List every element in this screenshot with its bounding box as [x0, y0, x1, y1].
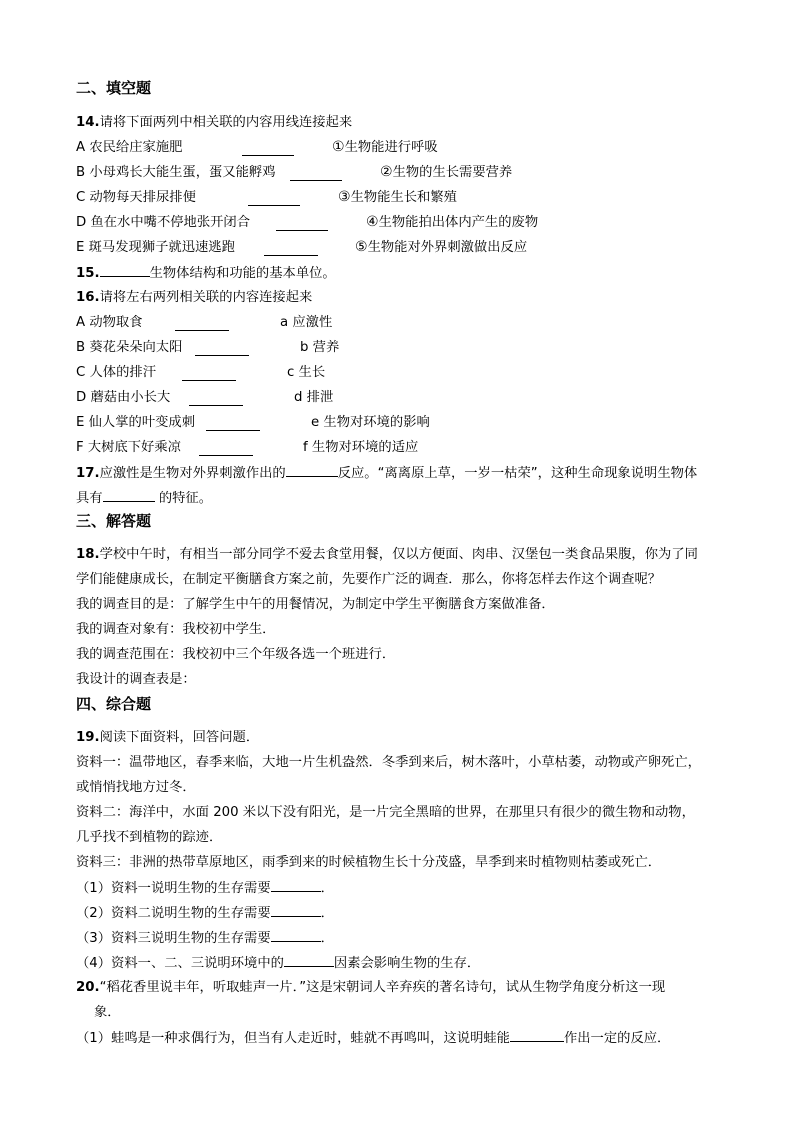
q16-left-item-e: E 仙人掌的叶变成刺 — [76, 415, 196, 430]
q16-right-item-e: e 生物对环境的影响 — [311, 415, 430, 430]
question-18-line-2: 学们能健康成长，在制定平衡膳食方案之前，先要作广泛的调查．那么，你将怎样去作这个调查呢？ — [76, 572, 662, 587]
question-text: （1）蛙鸣是一种求偶行为，但当有人走近时，蛙就不再鸣叫，这说明蛙能 — [76, 1031, 510, 1046]
q14-right-item-5 — [355, 238, 527, 257]
answer-blank[interactable] — [199, 443, 253, 456]
q14-left-item-b: B 小母鸡长大能生蛋，蛋又能孵鸡 — [76, 165, 276, 180]
q16-left-item-f: F 大树底下好乘凉 — [76, 440, 181, 455]
q16-right-item-b: b 营养 — [300, 340, 340, 355]
q14-left-item-e: E 斑马发现狮子就迅速逃跑 — [76, 240, 235, 255]
circled-number: ② — [380, 164, 393, 180]
q14-right-item-3 — [338, 188, 457, 207]
question-text: 作出一定的反应． — [563, 1031, 671, 1046]
q14-left-item-a: A 农民给庄家施肥 — [76, 140, 183, 155]
q16-right-item-d: d 排泄 — [294, 390, 334, 405]
sub-question-2 — [76, 904, 334, 923]
question-number: 15. — [76, 266, 100, 281]
q16-left-item-b: B 葵花朵朵向太阳 — [76, 340, 183, 355]
q14-right-item-1 — [332, 138, 438, 157]
material-2-line-2: 几乎找不到植物的踪迹． — [76, 830, 223, 845]
answer-blank[interactable] — [271, 904, 321, 917]
answer-blank[interactable] — [242, 143, 294, 156]
survey-table-prompt: 我设计的调查表是： — [76, 672, 196, 687]
answer-blank[interactable] — [248, 193, 300, 206]
material-1-line-1: 资料一：温带地区，春季来临，大地一片生机盎然．冬季到来后，树木落叶，小草枯萎，动物或产卵死亡， — [76, 755, 701, 770]
answer-blank[interactable] — [276, 218, 328, 231]
material-3: 资料三：非洲的热带草原地区，雨季到来的时候植物生长十分茂盛，旱季到来时植物则枯萎或死亡． — [76, 855, 662, 870]
section-heading-answer: 三、解答题 — [76, 512, 152, 530]
answer-blank[interactable] — [286, 464, 338, 477]
answer-blank[interactable] — [189, 393, 243, 406]
question-text: （1）资料一说明生物的生存需要 — [76, 881, 271, 896]
question-number: 17. — [76, 466, 100, 481]
question-text: （4）资料一、二、三说明环境中的 — [76, 956, 284, 971]
question-text: 请将左右两列相关联的内容连接起来 — [99, 290, 313, 305]
q14-right-item-2 — [380, 163, 512, 182]
circled-number: ① — [332, 139, 345, 155]
question-text: 阅读下面资料，回答问题． — [99, 730, 260, 745]
circled-number: ⑤ — [355, 239, 368, 255]
question-text: 具有 — [76, 491, 103, 506]
question-text: 因素会影响生物的生存． — [333, 956, 481, 971]
question-text: “稻花香里说丰年，听取蛙声一片．”这是宋朝词人辛弃疾的著名诗句，试从生物学角度分析这一现 — [99, 980, 666, 995]
q14-right-item-4 — [366, 213, 538, 232]
survey-subjects: 我的调查对象有：我校初中学生． — [76, 622, 276, 637]
q16-right-item-a: a 应激性 — [280, 315, 333, 330]
section-heading-fill-in: 二、填空题 — [76, 79, 152, 97]
question-number: 20. — [76, 980, 100, 995]
circled-number: ④ — [366, 214, 379, 230]
q16-left-item-a: A 动物取食 — [76, 315, 143, 330]
question-number: 14. — [76, 115, 100, 130]
question-18-line-1 — [76, 546, 698, 564]
item-text: 生物能进行呼吸 — [344, 140, 438, 155]
answer-blank[interactable] — [271, 879, 321, 892]
section-heading-comprehensive: 四、综合题 — [76, 695, 152, 713]
material-1-line-2: 或悄悄找地方过冬． — [76, 780, 196, 795]
question-number: 19. — [76, 730, 100, 745]
answer-blank[interactable] — [175, 318, 229, 331]
question-text: 应激性是生物对外界刺激作出的 — [99, 466, 286, 481]
question-20-sub-1 — [76, 1029, 670, 1048]
question-text: 请将下面两列中相关联的内容用线连接起来 — [99, 115, 353, 130]
q16-right-item-f: f 生物对环境的适应 — [303, 440, 419, 455]
item-text: 生物的生长需要营养 — [392, 165, 513, 180]
question-text: （3）资料三说明生物的生存需要 — [76, 931, 271, 946]
question-14-stem — [76, 114, 352, 132]
item-text: 生物能生长和繁殖 — [350, 190, 457, 205]
question-text: ． — [320, 881, 334, 896]
answer-blank[interactable] — [284, 954, 334, 967]
question-text: ． — [320, 906, 334, 921]
question-15 — [76, 264, 336, 283]
answer-blank[interactable] — [195, 343, 249, 356]
question-17-line-1 — [76, 464, 697, 483]
q16-left-item-c: C 人体的排汗 — [76, 365, 156, 380]
material-2-line-1: 资料二：海洋中，水面 200 米以下没有阳光，是一片完全黑暗的世界，在那里只有很少的微生物和动物， — [76, 805, 695, 820]
circled-number: ③ — [338, 189, 351, 205]
item-text: 生物能拍出体内产生的废物 — [378, 215, 539, 230]
question-text: 反应。“离离原上草，一岁一枯荣”，这种生命现象说明生物体 — [337, 466, 698, 481]
answer-blank[interactable] — [510, 1029, 564, 1042]
question-text: 学校中午时，有相当一部分同学不爱去食堂用餐，仅以方便面、肉串、汉堡包一类食品果腹，你为了同 — [99, 547, 698, 562]
sub-question-4 — [76, 954, 480, 973]
question-17-line-2 — [76, 489, 212, 508]
answer-blank[interactable] — [264, 243, 318, 256]
question-text: ． — [320, 931, 334, 946]
question-19-stem — [76, 729, 259, 747]
q16-right-item-c: c 生长 — [287, 365, 326, 380]
question-20-line-2: 象． — [94, 1005, 121, 1020]
q16-left-item-d: D 蘑菇由小长大 — [76, 390, 171, 405]
question-number: 18. — [76, 547, 100, 562]
question-20-line-1 — [76, 979, 665, 997]
q14-left-item-d: D 鱼在水中嘴不停地张开闭合 — [76, 215, 251, 230]
answer-blank[interactable] — [100, 264, 150, 277]
item-text: 生物能对外界刺激做出反应 — [367, 240, 528, 255]
answer-blank[interactable] — [271, 929, 321, 942]
question-text: （2）资料二说明生物的生存需要 — [76, 906, 271, 921]
survey-purpose: 我的调查目的是：了解学生中午的用餐情况，为制定中学生平衡膳食方案做准备． — [76, 597, 555, 612]
question-text: 的特征。 — [154, 491, 213, 506]
answer-blank[interactable] — [182, 368, 236, 381]
q14-left-item-c: C 动物每天排尿排便 — [76, 190, 196, 205]
answer-blank[interactable] — [103, 489, 155, 502]
answer-blank[interactable] — [290, 168, 342, 181]
answer-blank[interactable] — [206, 418, 260, 431]
sub-question-3 — [76, 929, 334, 948]
sub-question-1 — [76, 879, 334, 898]
question-number: 16. — [76, 290, 100, 305]
question-text: 生物体结构和功能的基本单位。 — [149, 266, 336, 281]
question-16-stem — [76, 289, 312, 307]
survey-scope: 我的调查范围在：我校初中三个年级各选一个班进行． — [76, 647, 396, 662]
